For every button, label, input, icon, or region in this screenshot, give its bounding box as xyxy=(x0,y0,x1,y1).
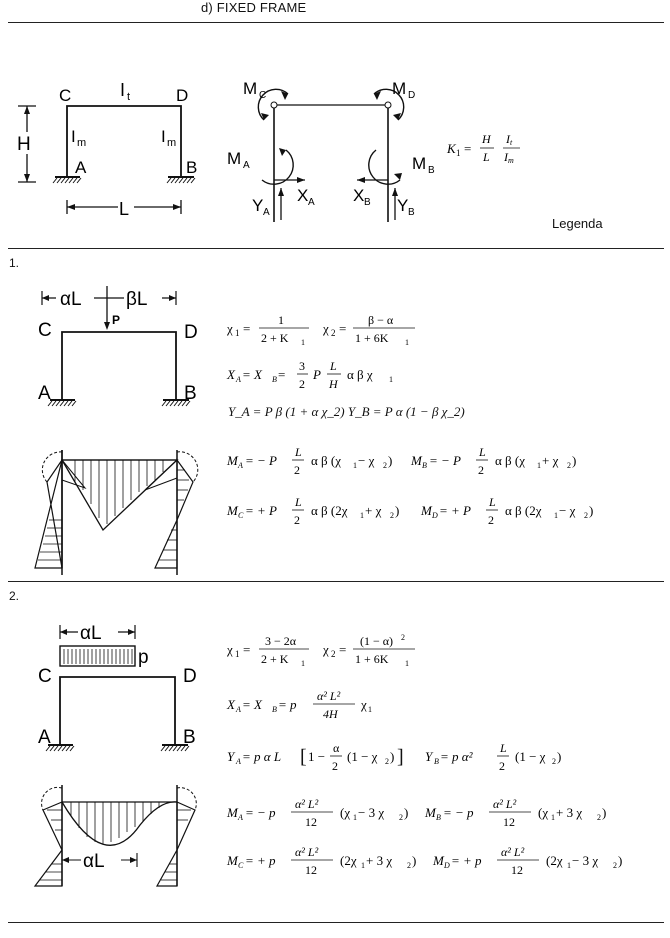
svg-text:K: K xyxy=(447,141,456,156)
svg-text:αL: αL xyxy=(83,851,105,872)
svg-text:B: B xyxy=(186,158,198,177)
svg-text:M: M xyxy=(411,453,422,468)
svg-text:C: C xyxy=(59,86,72,105)
svg-text:α² L²: α² L² xyxy=(493,797,517,811)
svg-text:L: L xyxy=(489,495,496,509)
svg-text:=: = xyxy=(243,321,251,336)
svg-text:L: L xyxy=(479,445,486,459)
svg-text:): ) xyxy=(572,453,577,468)
svg-text:2: 2 xyxy=(552,757,556,766)
svg-text:I: I xyxy=(71,127,76,146)
svg-text:1: 1 xyxy=(235,649,240,659)
k1-formula xyxy=(445,128,565,172)
svg-text:2: 2 xyxy=(567,461,571,470)
svg-text:t: t xyxy=(510,138,513,147)
svg-text:2: 2 xyxy=(613,861,617,870)
legend-caption: Legenda xyxy=(552,216,603,231)
svg-text:= − P: = − P xyxy=(245,453,277,468)
svg-text:αL: αL xyxy=(80,623,102,644)
svg-text:= − p: = − p xyxy=(443,805,474,820)
svg-text:βL: βL xyxy=(126,289,148,310)
svg-text:= + P: = + P xyxy=(439,503,471,518)
case1-mc-md-formula xyxy=(225,490,615,532)
svg-text:L: L xyxy=(330,359,337,373)
svg-text:B: B xyxy=(436,813,441,822)
svg-text:1: 1 xyxy=(405,338,409,347)
svg-text:1 −: 1 − xyxy=(308,749,326,764)
svg-text:(χ: (χ xyxy=(538,805,549,820)
svg-text:): ) xyxy=(412,853,417,868)
svg-text:2: 2 xyxy=(488,513,494,527)
svg-text:X: X xyxy=(227,697,235,712)
svg-text:= X: = X xyxy=(242,367,262,382)
svg-text:α β χ: α β χ xyxy=(347,367,373,382)
svg-text:2: 2 xyxy=(401,633,405,642)
svg-text:2: 2 xyxy=(331,649,336,659)
svg-text:α β (χ: α β (χ xyxy=(495,453,526,468)
case-2-number: 2. xyxy=(9,589,20,603)
svg-text:= p α L: = p α L xyxy=(242,749,282,764)
svg-text:1: 1 xyxy=(235,328,240,338)
svg-text:2: 2 xyxy=(294,463,300,477)
svg-text:αL: αL xyxy=(60,289,82,310)
svg-text:2: 2 xyxy=(294,513,300,527)
svg-text:P: P xyxy=(112,313,121,327)
svg-text:L: L xyxy=(500,741,507,755)
svg-text:(2χ: (2χ xyxy=(340,853,357,868)
svg-text:= − p: = − p xyxy=(245,805,276,820)
svg-text:L: L xyxy=(119,199,130,219)
page-title: d) FIXED FRAME xyxy=(201,0,307,15)
svg-text:A: A xyxy=(263,207,270,218)
svg-text:(1 − χ: (1 − χ xyxy=(515,749,546,764)
svg-text:2: 2 xyxy=(299,377,305,391)
svg-text:): ) xyxy=(589,503,594,518)
svg-text:=: = xyxy=(278,367,286,382)
svg-text:(1 − χ: (1 − χ xyxy=(347,749,378,764)
svg-text:= X: = X xyxy=(242,697,262,712)
svg-text:B: B xyxy=(422,461,427,470)
svg-text:+ 3 χ: + 3 χ xyxy=(556,805,583,820)
svg-text:1: 1 xyxy=(361,861,365,870)
svg-text:4H: 4H xyxy=(323,707,338,721)
svg-text:+ 3 χ: + 3 χ xyxy=(366,853,393,868)
svg-text:A: A xyxy=(38,727,51,748)
svg-text:2: 2 xyxy=(399,813,403,822)
svg-text:= + P: = + P xyxy=(245,503,277,518)
svg-text:α² L²: α² L² xyxy=(295,845,319,859)
svg-text:− χ: − χ xyxy=(559,503,576,518)
svg-text:M: M xyxy=(227,503,238,518)
svg-text:(χ: (χ xyxy=(340,805,351,820)
case2-ma-mb-formula xyxy=(225,792,625,834)
svg-text:): ) xyxy=(388,453,393,468)
svg-text:12: 12 xyxy=(305,815,317,829)
svg-text:3 − 2α: 3 − 2α xyxy=(265,634,297,648)
top-rule xyxy=(8,22,664,23)
svg-text:− χ: − χ xyxy=(358,453,375,468)
case1-moment-diagram xyxy=(25,440,215,580)
case2-mc-md-formula xyxy=(225,840,645,882)
svg-text:2: 2 xyxy=(331,328,336,338)
svg-text:A: A xyxy=(236,705,241,714)
svg-text:= + p: = + p xyxy=(451,853,482,868)
svg-text:α² L²: α² L² xyxy=(295,797,319,811)
svg-text:X: X xyxy=(353,186,365,205)
svg-text:= + p: = + p xyxy=(245,853,276,868)
svg-text:1: 1 xyxy=(389,375,393,384)
svg-text:I: I xyxy=(504,150,508,164)
svg-text:B: B xyxy=(183,727,196,748)
svg-text:m: m xyxy=(77,137,87,149)
case1-frame-diagram xyxy=(20,280,220,420)
svg-text:α β (χ: α β (χ xyxy=(311,453,342,468)
svg-text:D: D xyxy=(432,511,438,520)
svg-text:2: 2 xyxy=(385,757,389,766)
legend-reactions-diagram xyxy=(225,70,435,230)
svg-text:12: 12 xyxy=(511,863,523,877)
svg-text:2: 2 xyxy=(499,759,505,773)
svg-text:X: X xyxy=(227,367,235,382)
svg-text:A: A xyxy=(238,813,243,822)
svg-text:α: α xyxy=(333,741,340,755)
svg-text:A: A xyxy=(236,757,241,766)
svg-text:M: M xyxy=(243,79,258,98)
case2-moment-diagram xyxy=(25,780,215,890)
svg-text:M: M xyxy=(227,453,238,468)
svg-text:D: D xyxy=(444,861,450,870)
svg-text:p: p xyxy=(138,647,149,668)
svg-text:=: = xyxy=(339,642,347,657)
svg-text:): ) xyxy=(602,805,607,820)
svg-text:2: 2 xyxy=(478,463,484,477)
svg-text:B: B xyxy=(434,757,439,766)
svg-text:1: 1 xyxy=(353,461,357,470)
svg-text:2: 2 xyxy=(332,759,338,773)
svg-text:L: L xyxy=(295,445,302,459)
svg-text:M: M xyxy=(412,154,427,173)
svg-text:Y: Y xyxy=(227,749,235,764)
svg-text:A: A xyxy=(243,160,250,171)
svg-text:A: A xyxy=(308,197,315,208)
svg-text:M: M xyxy=(227,149,242,168)
svg-text:χ: χ xyxy=(227,321,233,336)
svg-text:1: 1 xyxy=(567,861,571,870)
svg-text:m: m xyxy=(167,137,177,149)
section-rule-2 xyxy=(8,581,664,582)
svg-text:= p: = p xyxy=(278,697,297,712)
svg-text:3: 3 xyxy=(299,359,305,373)
svg-text:= − P: = − P xyxy=(429,453,461,468)
legend-frame-diagram xyxy=(0,70,240,240)
svg-text:t: t xyxy=(127,91,131,103)
svg-text:2: 2 xyxy=(390,511,394,520)
svg-text:1: 1 xyxy=(456,148,461,158)
case-1-number: 1. xyxy=(9,256,20,270)
svg-text:(1 − α): (1 − α) xyxy=(360,634,394,648)
svg-text:M: M xyxy=(421,503,432,518)
svg-text:D: D xyxy=(176,86,189,105)
svg-text:+ χ: + χ xyxy=(542,453,559,468)
svg-text:=: = xyxy=(339,321,347,336)
svg-text:C: C xyxy=(238,511,244,520)
svg-text:α² L²: α² L² xyxy=(501,845,525,859)
svg-text:2 + K: 2 + K xyxy=(261,652,289,666)
svg-text:M: M xyxy=(433,853,444,868)
svg-text:B: B xyxy=(428,165,435,176)
svg-text:X: X xyxy=(297,186,309,205)
svg-text:1: 1 xyxy=(360,511,364,520)
svg-text:): ) xyxy=(618,853,623,868)
svg-text:1: 1 xyxy=(405,659,409,668)
svg-text:2: 2 xyxy=(597,813,601,822)
case1-ma-mb-formula xyxy=(225,440,605,482)
svg-text:2: 2 xyxy=(383,461,387,470)
svg-text:− 3 χ: − 3 χ xyxy=(358,805,385,820)
svg-text:Y: Y xyxy=(397,196,409,215)
svg-text:I: I xyxy=(506,132,510,146)
svg-text:B: B xyxy=(272,705,277,714)
case2-chi-formula xyxy=(225,630,455,672)
svg-text:L: L xyxy=(483,150,490,164)
svg-text:1: 1 xyxy=(301,338,305,347)
svg-text:A: A xyxy=(38,383,51,404)
case1-chi-formula xyxy=(225,310,455,350)
svg-text:D: D xyxy=(183,666,197,687)
case1-x-formula xyxy=(225,354,455,396)
svg-text:+ χ: + χ xyxy=(365,503,382,518)
svg-text:M: M xyxy=(227,805,238,820)
bottom-rule xyxy=(8,922,664,923)
svg-text:B: B xyxy=(272,375,277,384)
svg-text:χ: χ xyxy=(323,321,329,336)
svg-text:): ) xyxy=(395,503,400,518)
svg-text:1: 1 xyxy=(301,659,305,668)
svg-text:): ) xyxy=(390,749,395,764)
svg-text:m: m xyxy=(508,156,514,165)
svg-text:L: L xyxy=(295,495,302,509)
svg-text:M: M xyxy=(425,805,436,820)
svg-text:C: C xyxy=(238,861,244,870)
svg-text:): ) xyxy=(404,805,409,820)
svg-text:α β (2χ: α β (2χ xyxy=(311,503,348,518)
svg-text:A: A xyxy=(75,158,87,177)
svg-text:B: B xyxy=(184,383,197,404)
svg-text:=: = xyxy=(243,642,251,657)
svg-text:12: 12 xyxy=(305,863,317,877)
svg-text:A: A xyxy=(236,375,241,384)
svg-text:I: I xyxy=(161,127,166,146)
svg-text:α β (2χ: α β (2χ xyxy=(505,503,542,518)
svg-text:H: H xyxy=(482,132,491,146)
svg-text:I: I xyxy=(120,80,126,100)
case1-y-formula: Y_A = P β (1 + α χ_2) Y_B = P α (1 − β χ_2) xyxy=(228,404,465,419)
svg-text:2: 2 xyxy=(407,861,411,870)
svg-text:Y: Y xyxy=(252,196,264,215)
svg-text:H: H xyxy=(329,377,338,391)
svg-text:1: 1 xyxy=(278,313,284,327)
svg-text:1: 1 xyxy=(554,511,558,520)
svg-text:]: ] xyxy=(397,746,404,768)
svg-text:[: [ xyxy=(300,746,307,768)
svg-text:β − α: β − α xyxy=(368,313,394,327)
case2-supports xyxy=(20,715,220,765)
section-rule-1 xyxy=(8,248,664,249)
svg-text:= p α²: = p α² xyxy=(440,749,473,764)
svg-text:1: 1 xyxy=(353,813,357,822)
svg-text:1: 1 xyxy=(368,705,372,714)
case2-x-formula xyxy=(225,684,455,726)
case2-y-formula xyxy=(225,736,625,778)
svg-text:2 + K: 2 + K xyxy=(261,331,289,345)
svg-text:P: P xyxy=(313,367,321,382)
svg-text:12: 12 xyxy=(503,815,515,829)
svg-text:(2χ: (2χ xyxy=(546,853,563,868)
svg-text:C: C xyxy=(38,320,52,341)
svg-text:− 3 χ: − 3 χ xyxy=(572,853,599,868)
svg-text:=: = xyxy=(464,141,472,156)
svg-text:M: M xyxy=(227,853,238,868)
svg-text:2: 2 xyxy=(584,511,588,520)
svg-text:χ: χ xyxy=(227,642,233,657)
svg-text:1: 1 xyxy=(551,813,555,822)
svg-text:D: D xyxy=(184,322,198,343)
svg-text:D: D xyxy=(408,90,416,101)
svg-text:B: B xyxy=(364,197,371,208)
svg-text:C: C xyxy=(259,90,267,101)
label-H: H xyxy=(17,134,31,155)
svg-text:M: M xyxy=(392,79,407,98)
svg-text:1 + 6K: 1 + 6K xyxy=(355,652,389,666)
svg-text:1 + 6K: 1 + 6K xyxy=(355,331,389,345)
svg-text:α² L²: α² L² xyxy=(317,689,341,703)
svg-text:A: A xyxy=(238,461,243,470)
svg-text:C: C xyxy=(38,666,52,687)
svg-text:χ: χ xyxy=(323,642,329,657)
svg-text:): ) xyxy=(557,749,562,764)
svg-text:1: 1 xyxy=(537,461,541,470)
svg-text:χ: χ xyxy=(361,697,367,712)
svg-text:Y: Y xyxy=(425,749,433,764)
svg-text:B: B xyxy=(408,207,415,218)
